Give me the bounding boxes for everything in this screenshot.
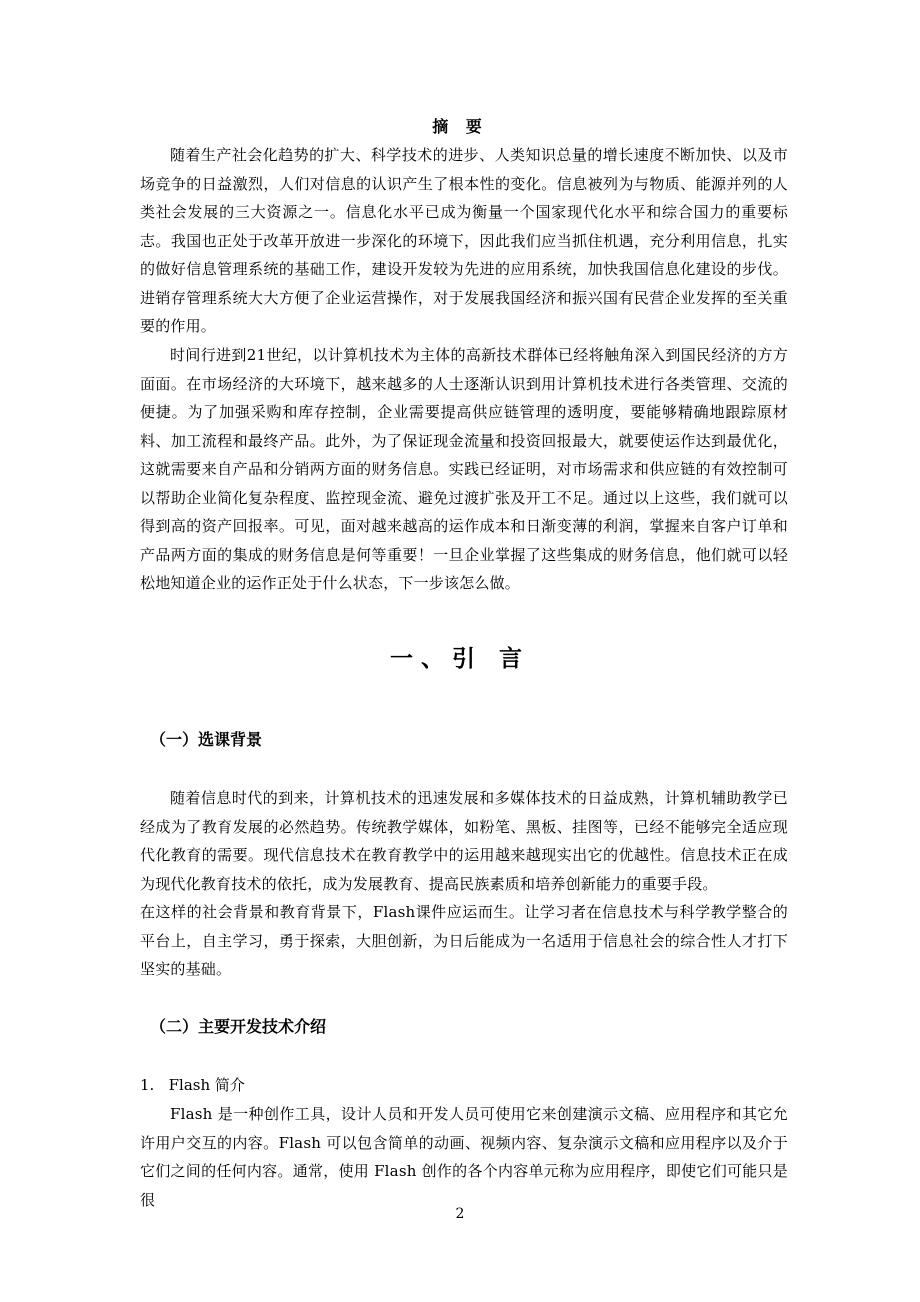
flash-intro-paragraph: Flash 是一种创作工具，设计人员和开发人员可使用它来创建演示文稿、应用程序和其它允许用户交互的内容。Flash 可以包含简单的动画、视频内容、复杂演示文稿和应用程序以及介于它们之间的任何内容。通常，使用 Flash 创作的各个内容单元称为应用程序，即使它们可能只是很 (140, 1105, 788, 1209)
section-background-paragraph-1: 随着信息时代的到来，计算机技术的迅速发展和多媒体技术的日益成熟，计算机辅助教学已经成为了教育发展的必然趋势。传统教学媒体，如粉笔、黑板、挂图等，已经不能够完全适应现代化教育的需要。现代信息技术在教育教学中的运用越来越现实出它的优越性。信息技术正在成为现代化教育技术的依托，成为发展教育、提高民族素质和培养创新能力的重要手段。 (140, 789, 788, 893)
section-background-paragraph-2: 在这样的社会背景和教育背景下，Flash课件应运而生。让学习者在信息技术与科学教学整合的平台上，自主学习，勇于探索，大胆创新，为日后能成为一名适用于信息社会的综合性人才打下坚实的基础。 (140, 903, 788, 978)
section-background-title: （一）选课背景 (150, 730, 263, 749)
abstract-title: 摘 要 (432, 117, 488, 136)
abstract-paragraph-2: 时间行进到21世纪，以计算机技术为主体的高新技术群体已经将触角深入到国民经济的方方面面。在市场经济的大环境下，越来越多的人士逐渐认识到用计算机技术进行各类管理、交流的便捷。为了加强采购和库存控制，企业需要提高供应链管理的透明度，要能够精确地跟踪原材料、加工流程和最终产品。此外，为了保证现金流量和投资回报最大，就要使运作达到最优化，这就需要来自产品和分销两方面的财务信息。实践已经证明，对市场需求和供应链的有效控制可以帮助企业简化复杂程度、监控现金流、避免过渡扩张及开工不足。通过以上这些，我们就可以得到高的资产回报率。可见，面对越来越高的运作成本和日渐变薄的利润，掌握来自客户订单和产品两方面的集成的财务信息是何等重要！一旦企业掌握了这些集成的财务信息，他们就可以轻松地知道企业的运作正处于什么状态，下一步该怎么做。 (140, 346, 788, 592)
chapter-title: 一、引 言 (389, 646, 530, 672)
page-number: 2 (455, 1206, 465, 1222)
flash-intro-title: 1. Flash 简介 (140, 1076, 245, 1094)
section-tech-title: （二）主要开发技术介绍 (150, 1017, 327, 1036)
abstract-paragraph-1: 随着生产社会化趋势的扩大、科学技术的进步、人类知识总量的增长速度不断加快、以及市场竞争的日益激烈，人们对信息的认识产生了根本性的变化。信息被列为与物质、能源并列的人类社会发展的三大资源之一。信息化水平已成为衡量一个国家现代化水平和综合国力的重要标志。我国也正处于改革开放进一步深化的环境下，因此我们应当抓住机遇，充分利用信息，扎实的做好信息管理系统的基础工作，建设开发较为先进的应用系统，加快我国信息化建设的步伐。进销存管理系统大大方便了企业运营操作，对于发展我国经济和振兴国有民营企业发挥的至关重要的作用。 (140, 146, 788, 335)
